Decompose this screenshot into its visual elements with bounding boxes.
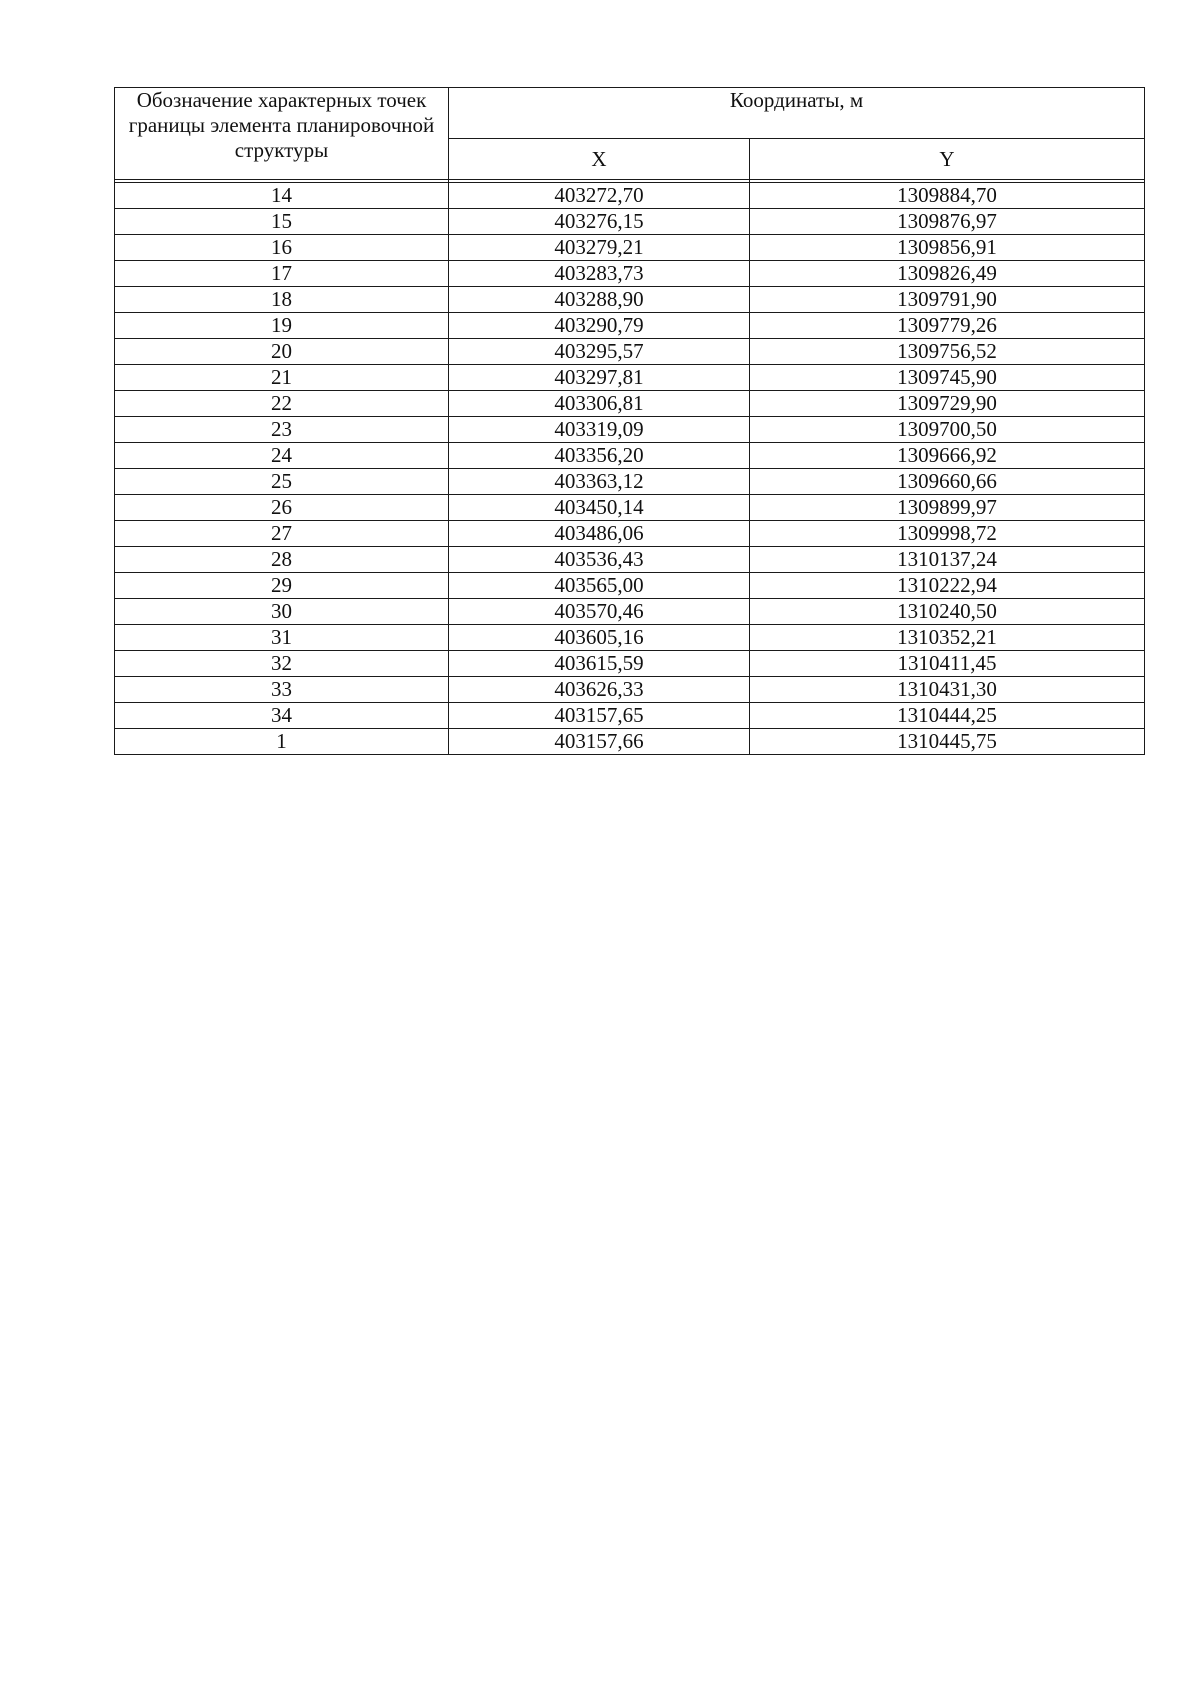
point-cell: 24 [115,443,449,469]
y-coordinate-cell: 1310222,94 [750,573,1145,599]
table-row [115,339,1145,365]
x-coordinate-cell: 403536,43 [449,547,750,573]
y-coordinate-cell: 1310137,24 [750,547,1145,573]
y-coordinate-cell: 1310444,25 [750,703,1145,729]
y-coordinate-cell: 1309729,90 [750,391,1145,417]
y-coordinate-cell: 1309826,49 [750,261,1145,287]
x-coordinate-cell: 403288,90 [449,287,750,313]
x-coordinate-cell: 403615,59 [449,651,750,677]
y-coordinate-cell: 1309876,97 [750,209,1145,235]
y-coordinate-cell: 1309745,90 [750,365,1145,391]
table-row [115,183,1145,209]
point-cell: 20 [115,339,449,365]
table-row [115,625,1145,651]
point-cell: 30 [115,599,449,625]
table-row [115,651,1145,677]
x-column-header: X [449,139,750,180]
point-cell: 18 [115,287,449,313]
y-coordinate-cell: 1309791,90 [750,287,1145,313]
x-coordinate-cell: 403626,33 [449,677,750,703]
point-cell: 19 [115,313,449,339]
y-coordinate-cell: 1310352,21 [750,625,1145,651]
coordinates-table [114,87,1145,755]
y-coordinate-cell: 1310431,30 [750,677,1145,703]
table-row [115,573,1145,599]
table-row [115,521,1145,547]
x-coordinate-cell: 403363,12 [449,469,750,495]
table-body [115,183,1145,755]
point-cell: 22 [115,391,449,417]
y-coordinate-cell: 1309660,66 [750,469,1145,495]
table-row [115,547,1145,573]
point-cell: 28 [115,547,449,573]
y-coordinate-cell: 1309998,72 [750,521,1145,547]
point-cell: 21 [115,365,449,391]
y-column-header: Y [750,139,1145,180]
point-cell: 31 [115,625,449,651]
table-row [115,469,1145,495]
table-row [115,313,1145,339]
table-row [115,235,1145,261]
x-coordinate-cell: 403297,81 [449,365,750,391]
point-cell: 29 [115,573,449,599]
x-coordinate-cell: 403570,46 [449,599,750,625]
point-cell: 33 [115,677,449,703]
x-coordinate-cell: 403605,16 [449,625,750,651]
table-row [115,729,1145,755]
point-cell: 17 [115,261,449,287]
x-coordinate-cell: 403450,14 [449,495,750,521]
x-coordinate-cell: 403319,09 [449,417,750,443]
x-coordinate-cell: 403290,79 [449,313,750,339]
y-coordinate-cell: 1309700,50 [750,417,1145,443]
point-cell: 15 [115,209,449,235]
point-cell: 23 [115,417,449,443]
x-coordinate-cell: 403157,66 [449,729,750,755]
point-designation-header: Обозначение характерных точек границы элемента планировочной структуры [115,88,449,180]
point-cell: 1 [115,729,449,755]
y-coordinate-cell: 1310240,50 [750,599,1145,625]
table-row [115,495,1145,521]
point-cell: 16 [115,235,449,261]
x-coordinate-cell: 403276,15 [449,209,750,235]
table-row [115,677,1145,703]
y-coordinate-cell: 1309779,26 [750,313,1145,339]
y-coordinate-cell: 1310445,75 [750,729,1145,755]
x-coordinate-cell: 403157,65 [449,703,750,729]
y-coordinate-cell: 1309666,92 [750,443,1145,469]
y-coordinate-cell: 1310411,45 [750,651,1145,677]
point-cell: 25 [115,469,449,495]
coordinates-header: Координаты, м [449,88,1145,139]
table-row [115,391,1145,417]
x-coordinate-cell: 403283,73 [449,261,750,287]
table-row [115,443,1145,469]
y-coordinate-cell: 1309856,91 [750,235,1145,261]
x-coordinate-cell: 403295,57 [449,339,750,365]
point-cell: 34 [115,703,449,729]
x-coordinate-cell: 403306,81 [449,391,750,417]
y-coordinate-cell: 1309756,52 [750,339,1145,365]
point-cell: 26 [115,495,449,521]
point-cell: 14 [115,183,449,209]
table-row [115,209,1145,235]
y-coordinate-cell: 1309884,70 [750,183,1145,209]
x-coordinate-cell: 403279,21 [449,235,750,261]
table-row [115,365,1145,391]
x-coordinate-cell: 403565,00 [449,573,750,599]
x-coordinate-cell: 403272,70 [449,183,750,209]
table-row [115,599,1145,625]
x-coordinate-cell: 403486,06 [449,521,750,547]
table-row [115,261,1145,287]
table-row [115,417,1145,443]
table-row [115,703,1145,729]
table-row [115,287,1145,313]
table-header [115,88,1145,183]
point-cell: 27 [115,521,449,547]
x-coordinate-cell: 403356,20 [449,443,750,469]
y-coordinate-cell: 1309899,97 [750,495,1145,521]
point-cell: 32 [115,651,449,677]
